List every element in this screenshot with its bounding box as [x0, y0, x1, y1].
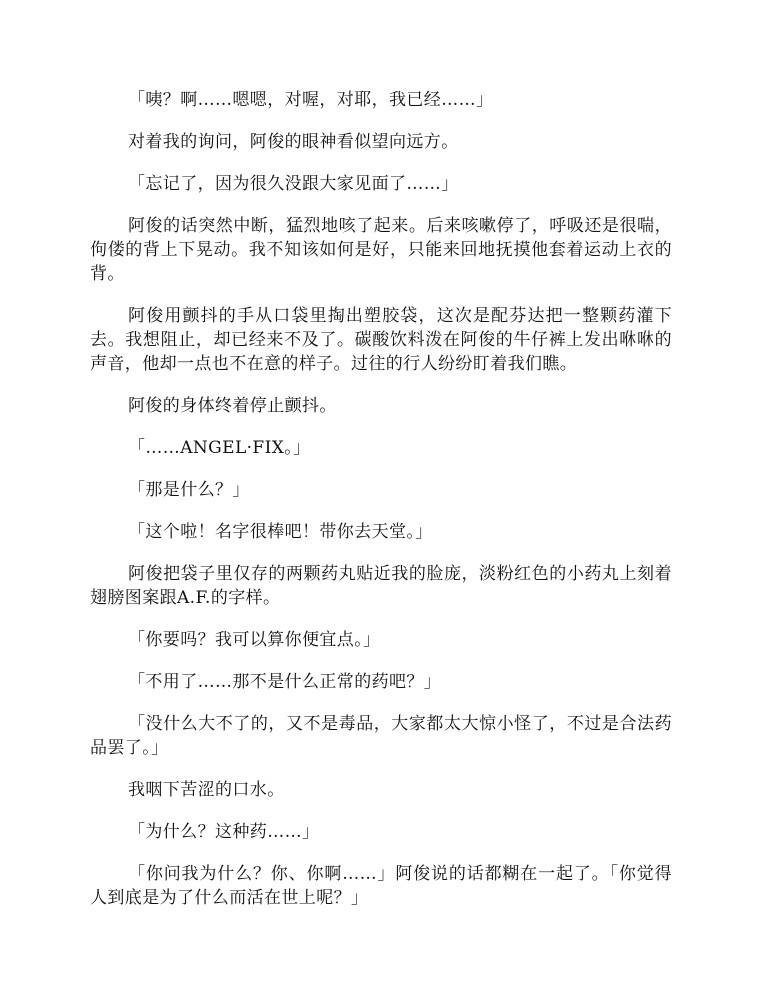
- document-page: [90, 88, 672, 928]
- paragraph: 对着我的询问，阿俊的眼神看似望向远方。: [128, 132, 459, 152]
- paragraph: 阿俊的身体终着停止颤抖。: [128, 396, 337, 416]
- paragraph: 「咦？啊……嗯嗯，对喔，对耶，我已经……」: [128, 90, 494, 110]
- paragraph: 阿俊把袋子里仅存的两颗药丸贴近我的脸庞，淡粉红色的小药丸上刻着翅膀图案跟A.F.的字样。: [90, 564, 672, 608]
- paragraph: 「你问我为什么？你、你啊……」阿俊说的话都糊在一起了。「你觉得人到底是为了什么而活在世上呢？」: [90, 864, 672, 908]
- paragraph: 「这个啦！名字很棒吧！带你去天堂。」: [128, 522, 433, 542]
- paragraph: 「为什么？这种药……」: [128, 822, 320, 842]
- paragraph: 「你要吗？我可以算你便宜点。」: [128, 630, 381, 650]
- paragraph: 「忘记了，因为很久没跟大家见面了……」: [128, 174, 459, 194]
- paragraph: 我咽下苦涩的口水。: [128, 780, 285, 800]
- paragraph: 阿俊用颤抖的手从口袋里掏出塑胶袋，这次是配芬达把一整颗药灌下去。我想阻止，却已经来不及了。碳酸饮料泼在阿俊的牛仔裤上发出咻咻的声音，他却一点也不在意的样子。过往的行人纷纷盯着我们瞧。: [90, 306, 672, 374]
- paragraph: 「没什么大不了的，又不是毒品，大家都太大惊小怪了，不过是合法药品罢了。」: [90, 714, 672, 758]
- paragraph: 阿俊的话突然中断，猛烈地咳了起来。后来咳嗽停了，呼吸还是很喘，佝偻的背上下晃动。我不知该如何是好，只能来回地抚摸他套着运动上衣的背。: [90, 216, 672, 284]
- paragraph: 「那是什么？」: [128, 480, 250, 500]
- paragraph: 「……ANGEL·FIX。」: [128, 438, 311, 458]
- paragraph: 「不用了……那不是什么正常的药吧？」: [128, 672, 442, 692]
